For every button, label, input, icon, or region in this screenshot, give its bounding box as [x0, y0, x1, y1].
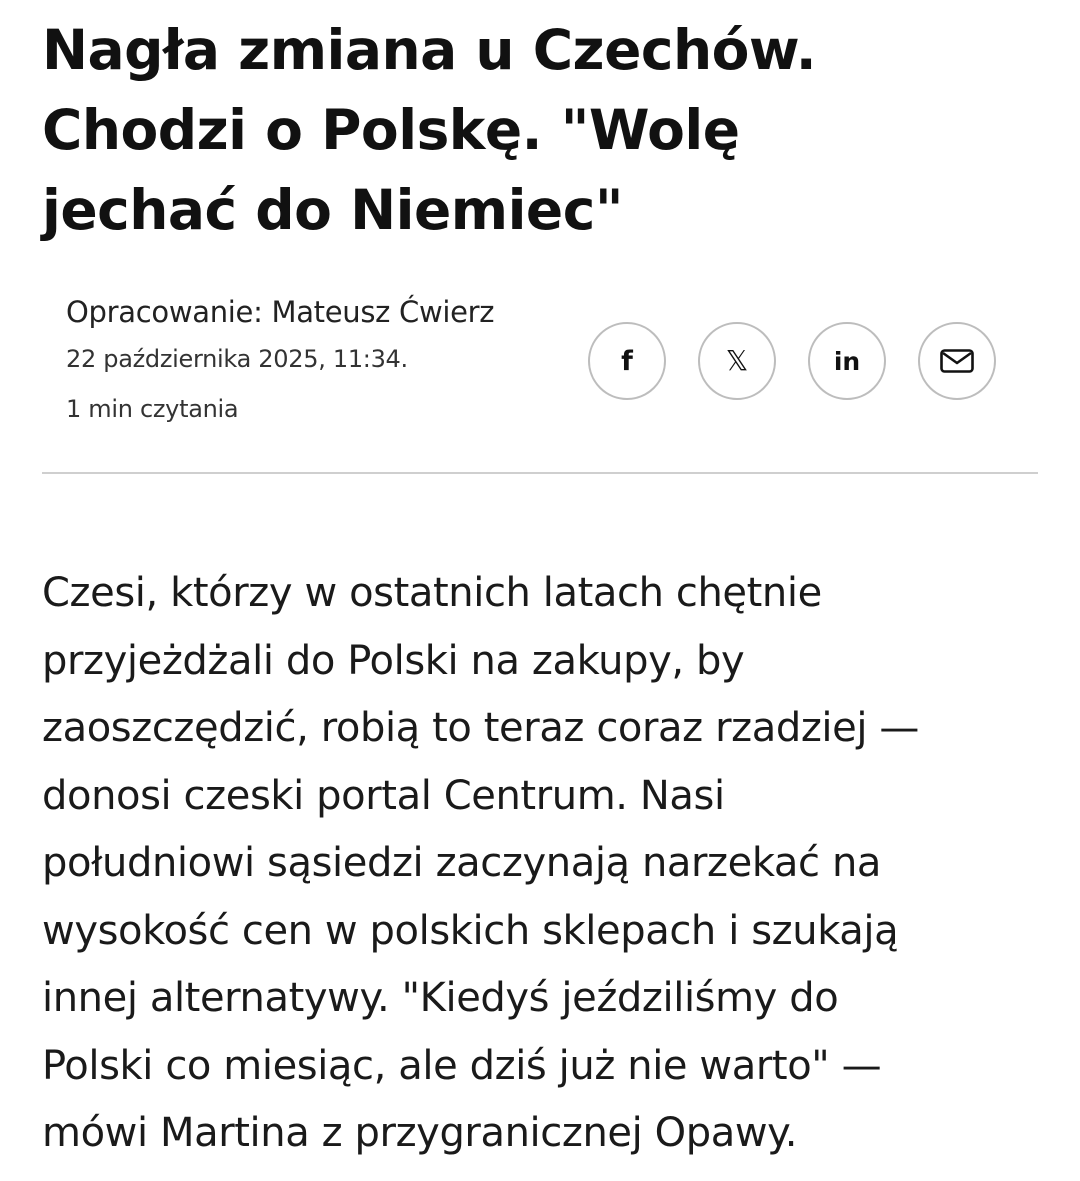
publish-date: 22 października 2025, 11:34. [66, 345, 408, 373]
title-line: jechać do Niemiec" [42, 178, 623, 242]
reading-time: 1 min czytania [66, 395, 239, 423]
share-email-button[interactable] [918, 322, 996, 400]
share-linkedin-button[interactable] [808, 322, 886, 400]
share-buttons [588, 322, 996, 400]
lead-line: wysokość cen w polskich sklepach i szukają [42, 907, 899, 954]
lead-line: Polski co miesiąc, ale dziś już nie warto" — [42, 1042, 882, 1089]
lead-line: Czesi, którzy w ostatnich latach chętnie [42, 570, 822, 616]
title-line: Chodzi o Polskę. "Wolę [42, 98, 740, 162]
facebook-icon: f [621, 345, 633, 377]
x-icon: 𝕏 [725, 344, 749, 377]
share-x-button[interactable] [698, 322, 776, 400]
article-meta [66, 290, 586, 434]
lead-line: innej alternatywy. "Kiedyś jeździliśmy do [42, 975, 839, 1021]
article-title [42, 10, 1042, 250]
author-byline[interactable]: Opracowanie: Mateusz Ćwierz [66, 295, 495, 329]
lead-line: zaoszczędzić, robią to teraz coraz rzadziej — [42, 705, 919, 751]
linkedin-icon: in [833, 346, 861, 376]
lead-line: południowi sąsiedzi zaczynają narzekać na [42, 840, 882, 886]
share-facebook-button[interactable] [588, 322, 666, 400]
divider [42, 472, 1038, 474]
lead-line: przyjeżdżali do Polski na zakupy, by [42, 637, 745, 684]
mail-icon [940, 349, 974, 373]
article-lead [42, 560, 1052, 1168]
lead-line: mówi Martina z przygranicznej Opawy. [42, 1110, 798, 1156]
title-line: Nagła zmiana u Czechów. [42, 18, 817, 82]
lead-line: donosi czeski portal Centrum. Nasi [42, 772, 725, 819]
